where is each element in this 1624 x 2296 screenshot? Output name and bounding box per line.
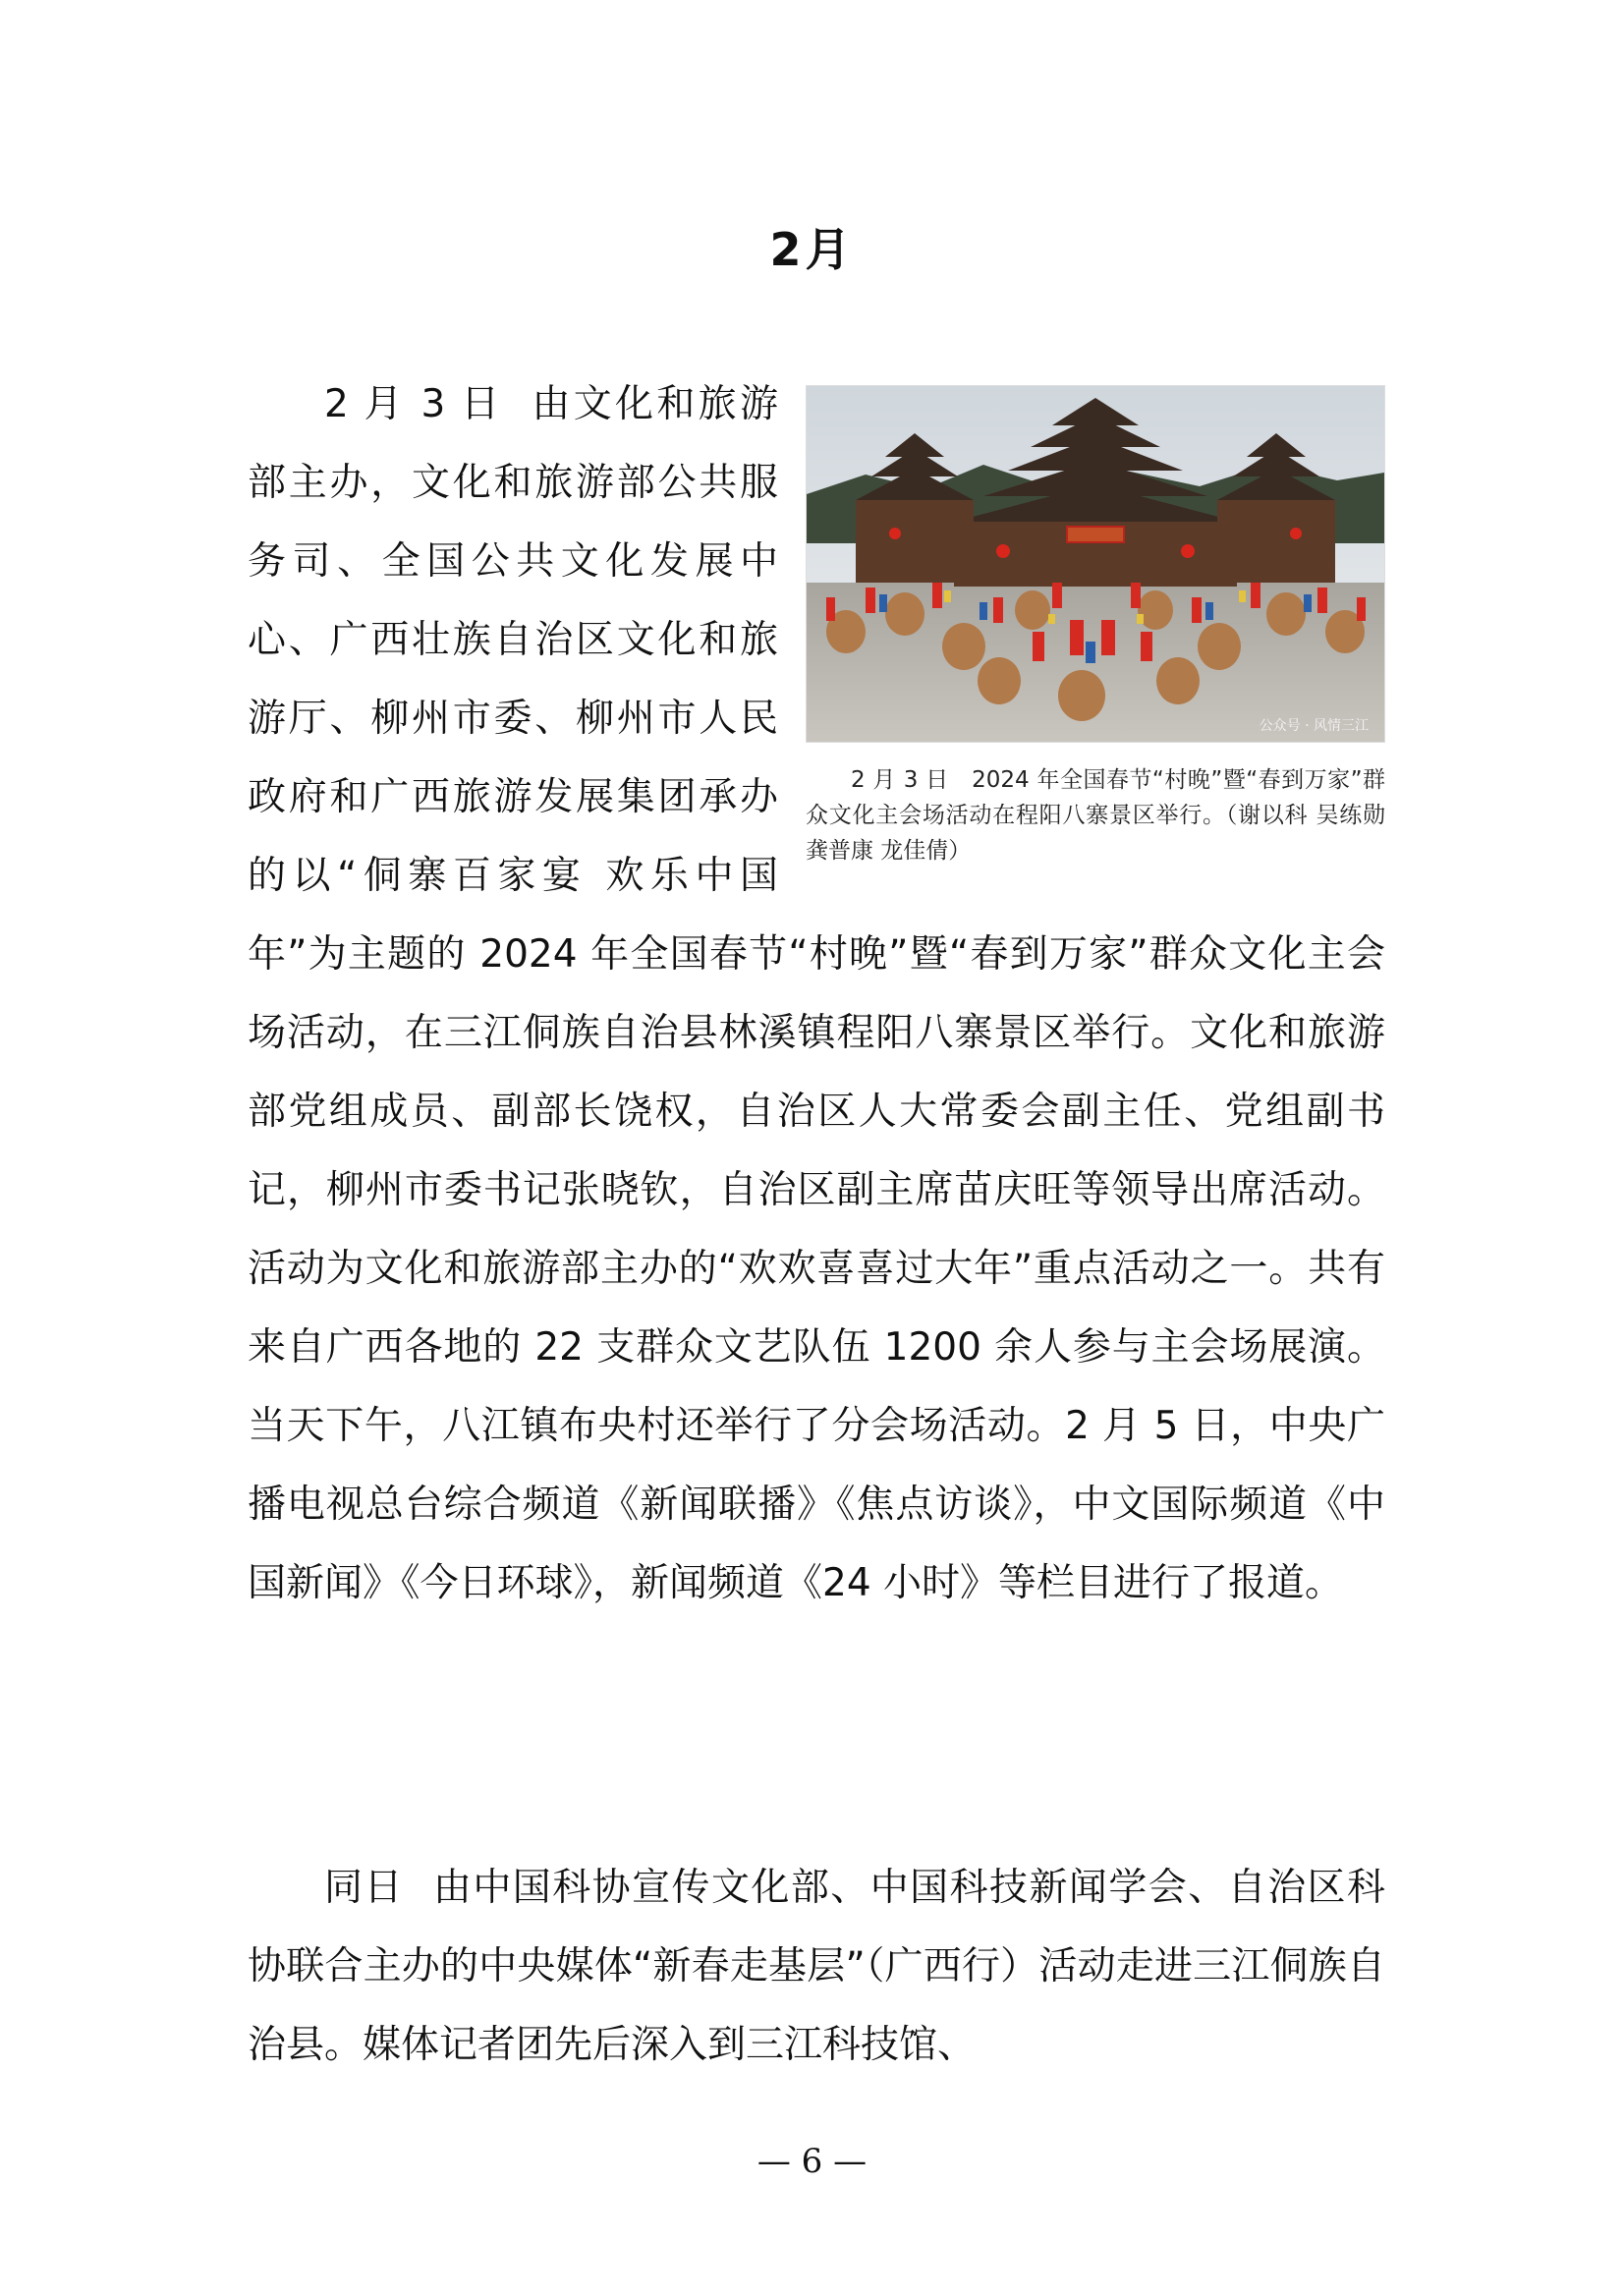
page-title: 2月 xyxy=(769,223,855,276)
photo-watermark: 公众号 · 风情三江 xyxy=(1259,718,1369,734)
photo-figure xyxy=(806,385,1385,868)
entry-date: 同日 xyxy=(324,1866,404,1910)
entry-paragraph xyxy=(248,1849,1385,2085)
news-entry-same-day xyxy=(248,1849,1385,2085)
photo-caption: 2 月 3 日 2024 年全国春节“村晚”暨“春到万家”群众文化主会场活动在程阳八寨景区举行。（谢以科 吴练勋 龚普康 龙佳倩） xyxy=(806,767,1385,864)
festival-photo xyxy=(806,385,1385,743)
entry-date: 2 月 3 日 xyxy=(324,382,503,426)
page-number: — 6 — xyxy=(756,2142,868,2181)
entry-body: 由文化和旅游部主办，文化和旅游部公共服务司、全国公共文化发展中心、广西壮族自治区文化和旅游厅、柳州市委、柳州市人民政府和广西旅游发展集团承办的以“侗寨百家宴 欢乐中国年”为主题的 2024 年全国春节“村晚”暨“春到万家”群众文化主会场活动，在三江侗族自治县林溪镇程阳八寨景区举行。文化和旅游部党组成员、副部长饶权，自治区人大常委会副主任、党组副书记，柳州市委书记张晓钦，自治区副主席苗庆旺等领导出席活动。活动为文化和旅游部主办的“欢欢喜喜过大年”重点活动之一。共有来自广西各地的 22 支群众文艺队伍 1200 余人参与主会场展演。当天下午，八江镇布央村还举行了分会场活动。2 月 5 日，中央广播电视总台综合频道《新闻联播》《焦点访谈》，中文国际频道《中国新闻》《今日环球》，新闻频道《24 小时》等栏目进行了报道。 xyxy=(248,382,1385,1605)
news-entry-feb-3 xyxy=(248,365,1385,1623)
entry-body: 由中国科协宣传文化部、中国科技新闻学会、自治区科协联合主办的中央媒体“新春走基层”（广西行）活动走进三江侗族自治县。媒体记者团先后深入到三江科技馆、 xyxy=(248,1866,1385,2067)
